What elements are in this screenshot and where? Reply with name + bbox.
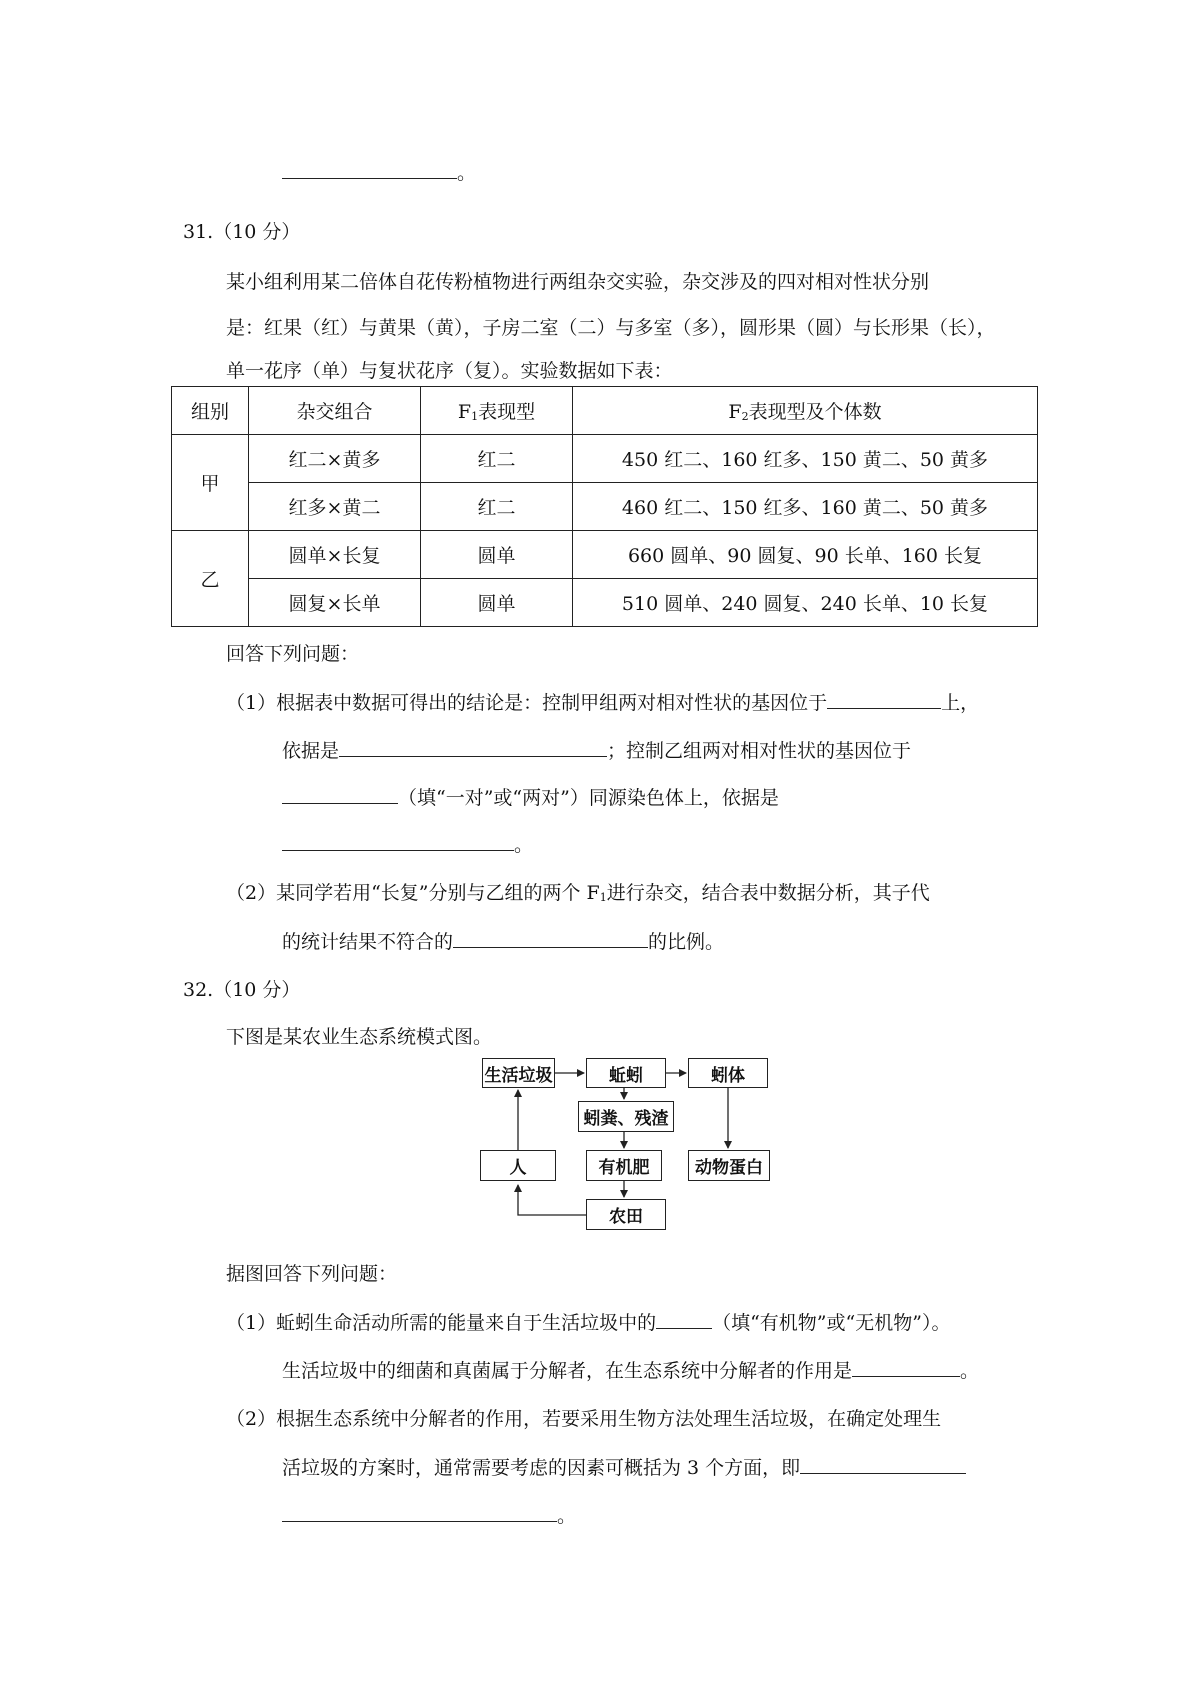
- q32-part1-line: 生活垃圾中的细菌和真菌属于分解者，在生态系统中分解者的作用是 。: [282, 1356, 979, 1385]
- answer-blank[interactable]: [282, 158, 457, 179]
- q31-intro-line: 单一花序（单）与复状花序（复）。实验数据如下表：: [226, 360, 673, 382]
- f2-cell: 660 圆单、90 圆复、90 长单、160 长复: [573, 531, 1038, 579]
- f2-cell: 460 红二、150 红多、160 黄二、50 黄多: [573, 483, 1038, 531]
- box-earthworm: 蚯蚓: [586, 1058, 666, 1088]
- arrow: [518, 1185, 586, 1215]
- q32-part2-line: 。: [282, 1501, 576, 1530]
- answer-blank[interactable]: [453, 927, 648, 948]
- answer-blank[interactable]: [656, 1308, 712, 1329]
- f1-cell: 圆单: [421, 579, 573, 627]
- cross-cell: 圆复×长单: [249, 579, 421, 627]
- answer-line: 。: [282, 158, 476, 187]
- q32-heading: 32.（10 分）: [183, 979, 301, 1001]
- q31-intro-line: 某小组利用某二倍体自花传粉植物进行两组杂交实验，杂交涉及的四对相对性状分别: [226, 271, 930, 293]
- group-cell: 甲: [172, 435, 249, 531]
- q32-part2-line: （2）根据生态系统中分解者的作用，若要采用生物方法处理生活垃圾，在确定处理生: [226, 1408, 942, 1430]
- q31-part1-line: （填“一对”或“两对”）同源染色体上，依据是: [282, 783, 779, 812]
- f1-cell: 红二: [421, 435, 573, 483]
- box-farmland: 农田: [586, 1199, 666, 1230]
- f1-cell: 红二: [421, 483, 573, 531]
- q31-part1-line: 。: [282, 830, 533, 859]
- table-header-row: [172, 387, 1038, 435]
- answer-blank[interactable]: [852, 1356, 960, 1377]
- q31-part2-line: （2）某同学若用“长复”分别与乙组的两个 $F_1$进行杂交，结合表中数据分析，其子代: [226, 882, 930, 904]
- q31-intro-line: 是：红果（红）与黄果（黄），子房二室（二）与多室（多），圆形果（圆）与长形果（长），: [226, 317, 996, 339]
- q32-intro: 下图是某农业生态系统模式图。: [226, 1026, 493, 1048]
- box-castings: 蚓粪、残渣: [578, 1101, 674, 1132]
- answer-blank[interactable]: [339, 736, 607, 757]
- table-row: [172, 531, 1038, 579]
- f2-cell: 450 红二、160 红多、150 黄二、50 黄多: [573, 435, 1038, 483]
- box-worm-body: 蚓体: [688, 1058, 768, 1088]
- box-people: 人: [480, 1150, 556, 1181]
- ecosystem-diagram: [470, 1035, 790, 1250]
- table-row: [172, 579, 1038, 627]
- answer-blank[interactable]: [282, 783, 398, 804]
- f1-cell: 圆单: [421, 531, 573, 579]
- header-f2: $F_2$表现型及个体数: [573, 387, 1038, 435]
- experiment-table: [171, 386, 1038, 627]
- header-cross: 杂交组合: [249, 387, 421, 435]
- cross-cell: 圆单×长复: [249, 531, 421, 579]
- cross-cell: 红多×黄二: [249, 483, 421, 531]
- q31-part1-line: 依据是 ；控制乙组两对相对性状的基因位于: [282, 736, 911, 765]
- table-row: [172, 435, 1038, 483]
- answer-blank[interactable]: [282, 830, 514, 851]
- box-protein: 动物蛋白: [688, 1150, 770, 1181]
- q32-part2-line: 活垃圾的方案时，通常需要考虑的因素可概括为 3 个方面，即: [282, 1453, 966, 1482]
- q31-part1-line: （1）根据表中数据可得出的结论是：控制甲组两对相对性状的基因位于 上，: [226, 688, 979, 717]
- q31-part2-line: 的统计结果不符合的 的比例。: [282, 927, 724, 956]
- q31-heading: 31.（10 分）: [183, 221, 301, 243]
- box-fertilizer: 有机肥: [586, 1150, 662, 1181]
- answer-blank[interactable]: [827, 688, 941, 709]
- table-row: [172, 483, 1038, 531]
- answer-prompt: 据图回答下列问题：: [226, 1263, 398, 1285]
- answer-prompt: 回答下列问题：: [226, 643, 360, 665]
- header-group: 组别: [172, 387, 249, 435]
- f2-cell: 510 圆单、240 圆复、240 长单、10 长复: [573, 579, 1038, 627]
- cross-cell: 红二×黄多: [249, 435, 421, 483]
- header-f1: $F_1$表现型: [421, 387, 573, 435]
- box-garbage: 生活垃圾: [482, 1058, 555, 1088]
- group-cell: 乙: [172, 531, 249, 627]
- answer-blank[interactable]: [282, 1501, 557, 1522]
- q32-part1-line: （1）蚯蚓生命活动所需的能量来自于生活垃圾中的 （填“有机物”或“无机物”）。: [226, 1308, 950, 1337]
- answer-blank[interactable]: [800, 1453, 966, 1474]
